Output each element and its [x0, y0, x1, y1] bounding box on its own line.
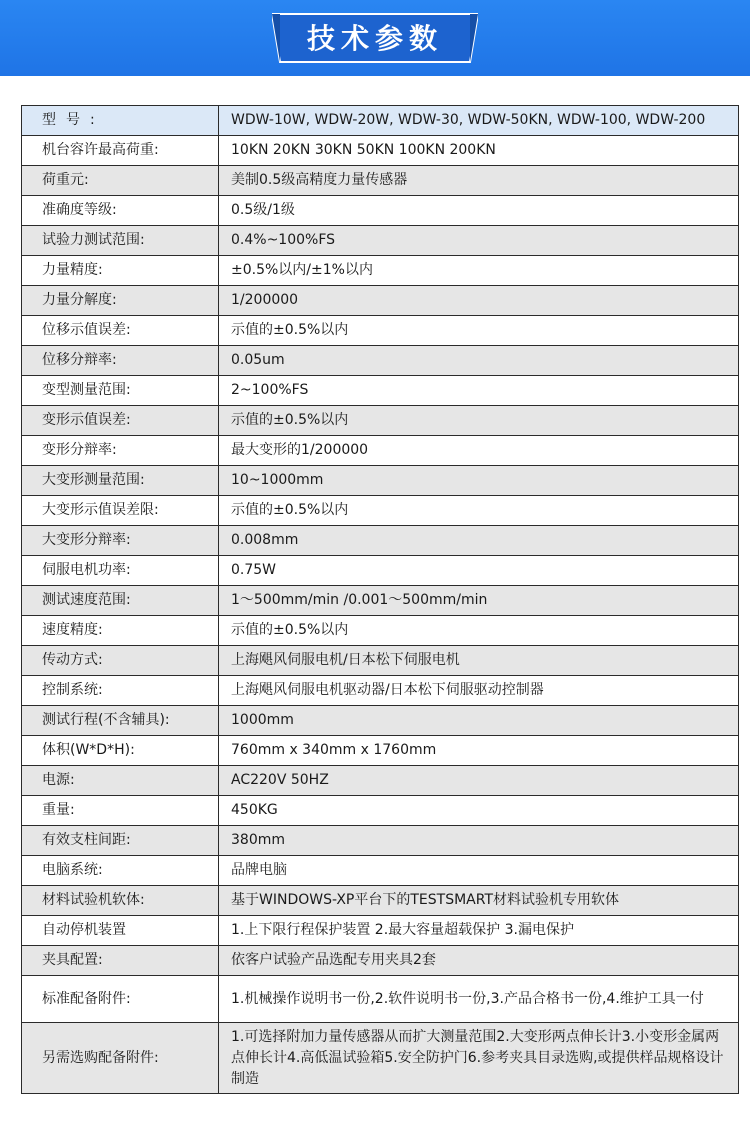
spec-row — [22, 286, 739, 316]
spec-value: 示值的±0.5%以内 — [219, 496, 739, 526]
spec-table — [21, 105, 739, 1094]
spec-label: 变形分辩率: — [22, 436, 219, 466]
spec-label: 控制系统: — [22, 676, 219, 706]
spec-row — [22, 946, 739, 976]
spec-value: ±0.5%以内/±1%以内 — [219, 256, 739, 286]
spec-value: 0.5级/1级 — [219, 196, 739, 226]
spec-row — [22, 316, 739, 346]
spec-value: 0.05um — [219, 346, 739, 376]
spec-row — [22, 766, 739, 796]
spec-label: 大变形示值误差限: — [22, 496, 219, 526]
spec-value: 依客户试验产品选配专用夹具2套 — [219, 946, 739, 976]
spec-label: 自动停机装置 — [22, 916, 219, 946]
spec-row — [22, 466, 739, 496]
spec-value: 760mm x 340mm x 1760mm — [219, 736, 739, 766]
spec-value: 示值的±0.5%以内 — [219, 616, 739, 646]
spec-row — [22, 406, 739, 436]
spec-row — [22, 196, 739, 226]
spec-label: 电脑系统: — [22, 856, 219, 886]
spec-value: 0.008mm — [219, 526, 739, 556]
spec-label: 准确度等级: — [22, 196, 219, 226]
spec-row — [22, 586, 739, 616]
spec-value: 1000mm — [219, 706, 739, 736]
spec-row — [22, 376, 739, 406]
spec-label: 夹具配置: — [22, 946, 219, 976]
spec-row — [22, 526, 739, 556]
spec-label: 体积(W*D*H): — [22, 736, 219, 766]
spec-label: 型号: — [22, 106, 219, 136]
spec-value: 1.可选择附加力量传感器从而扩大测量范围2.大变形两点伸长计3.小变形金属两点伸长计4.高低温试验箱5.安全防护门6.参考夹具目录选购,或提供样品规格设计制造 — [219, 1023, 739, 1094]
spec-label: 荷重元: — [22, 166, 219, 196]
spec-label: 有效支柱间距: — [22, 826, 219, 856]
spec-label: 传动方式: — [22, 646, 219, 676]
spec-value: 0.4%~100%FS — [219, 226, 739, 256]
spec-label: 试验力测试范围: — [22, 226, 219, 256]
spec-row — [22, 646, 739, 676]
spec-row — [22, 856, 739, 886]
spec-row — [22, 676, 739, 706]
spec-label: 变型测量范围: — [22, 376, 219, 406]
spec-value: 380mm — [219, 826, 739, 856]
spec-value: 品牌电脑 — [219, 856, 739, 886]
spec-row — [22, 976, 739, 1023]
spec-value: 1～500mm/min /0.001～500mm/min — [219, 586, 739, 616]
spec-row — [22, 436, 739, 466]
spec-label: 电源: — [22, 766, 219, 796]
spec-value: 基于WINDOWS-XP平台下的TESTSMART材料试验机专用软体 — [219, 886, 739, 916]
spec-value: AC220V 50HZ — [219, 766, 739, 796]
spec-label: 另需选购配备附件: — [22, 1023, 219, 1094]
spec-value: 2~100%FS — [219, 376, 739, 406]
spec-label: 测试行程(不含辅具): — [22, 706, 219, 736]
spec-value: 美制0.5级高精度力量传感器 — [219, 166, 739, 196]
spec-row — [22, 916, 739, 946]
spec-row — [22, 1023, 739, 1094]
spec-label: 伺服电机功率: — [22, 556, 219, 586]
spec-value: 示值的±0.5%以内 — [219, 316, 739, 346]
spec-row — [22, 166, 739, 196]
spec-value: 上海飓风伺服电机驱动器/日本松下伺服驱动控制器 — [219, 676, 739, 706]
spec-value: 10KN 20KN 30KN 50KN 100KN 200KN — [219, 136, 739, 166]
spec-value: 1.上下限行程保护装置 2.最大容量超载保护 3.漏电保护 — [219, 916, 739, 946]
spec-row — [22, 706, 739, 736]
spec-label: 测试速度范围: — [22, 586, 219, 616]
spec-value: 1/200000 — [219, 286, 739, 316]
spec-row — [22, 256, 739, 286]
spec-value: 示值的±0.5%以内 — [219, 406, 739, 436]
spec-label: 位移示值误差: — [22, 316, 219, 346]
spec-label: 变形示值误差: — [22, 406, 219, 436]
spec-row — [22, 496, 739, 526]
spec-value: 450KG — [219, 796, 739, 826]
spec-value: 上海飓风伺服电机/日本松下伺服电机 — [219, 646, 739, 676]
spec-label: 力量分解度: — [22, 286, 219, 316]
spec-value: 1.机械操作说明书一份,2.软件说明书一份,3.产品合格书一份,4.维护工具一付 — [219, 976, 739, 1023]
spec-row — [22, 736, 739, 766]
spec-value: 10~1000mm — [219, 466, 739, 496]
page-title: 技术参数 — [306, 22, 443, 55]
spec-label: 大变形测量范围: — [22, 466, 219, 496]
spec-row-model — [22, 106, 739, 136]
spec-label: 位移分辩率: — [22, 346, 219, 376]
spec-label: 机台容许最高荷重: — [22, 136, 219, 166]
spec-label: 材料试验机软体: — [22, 886, 219, 916]
spec-label: 标准配备附件: — [22, 976, 219, 1023]
spec-label: 速度精度: — [22, 616, 219, 646]
spec-value: 0.75W — [219, 556, 739, 586]
spec-row — [22, 136, 739, 166]
spec-row — [22, 346, 739, 376]
spec-row — [22, 796, 739, 826]
spec-row — [22, 616, 739, 646]
spec-row — [22, 226, 739, 256]
spec-label: 大变形分辩率: — [22, 526, 219, 556]
spec-row — [22, 556, 739, 586]
spec-value: WDW-10W, WDW-20W, WDW-30, WDW-50KN, WDW-100, WDW-200 — [219, 106, 739, 136]
spec-label: 力量精度: — [22, 256, 219, 286]
spec-row — [22, 826, 739, 856]
spec-label: 重量: — [22, 796, 219, 826]
spec-row — [22, 886, 739, 916]
spec-value: 最大变形的1/200000 — [219, 436, 739, 466]
